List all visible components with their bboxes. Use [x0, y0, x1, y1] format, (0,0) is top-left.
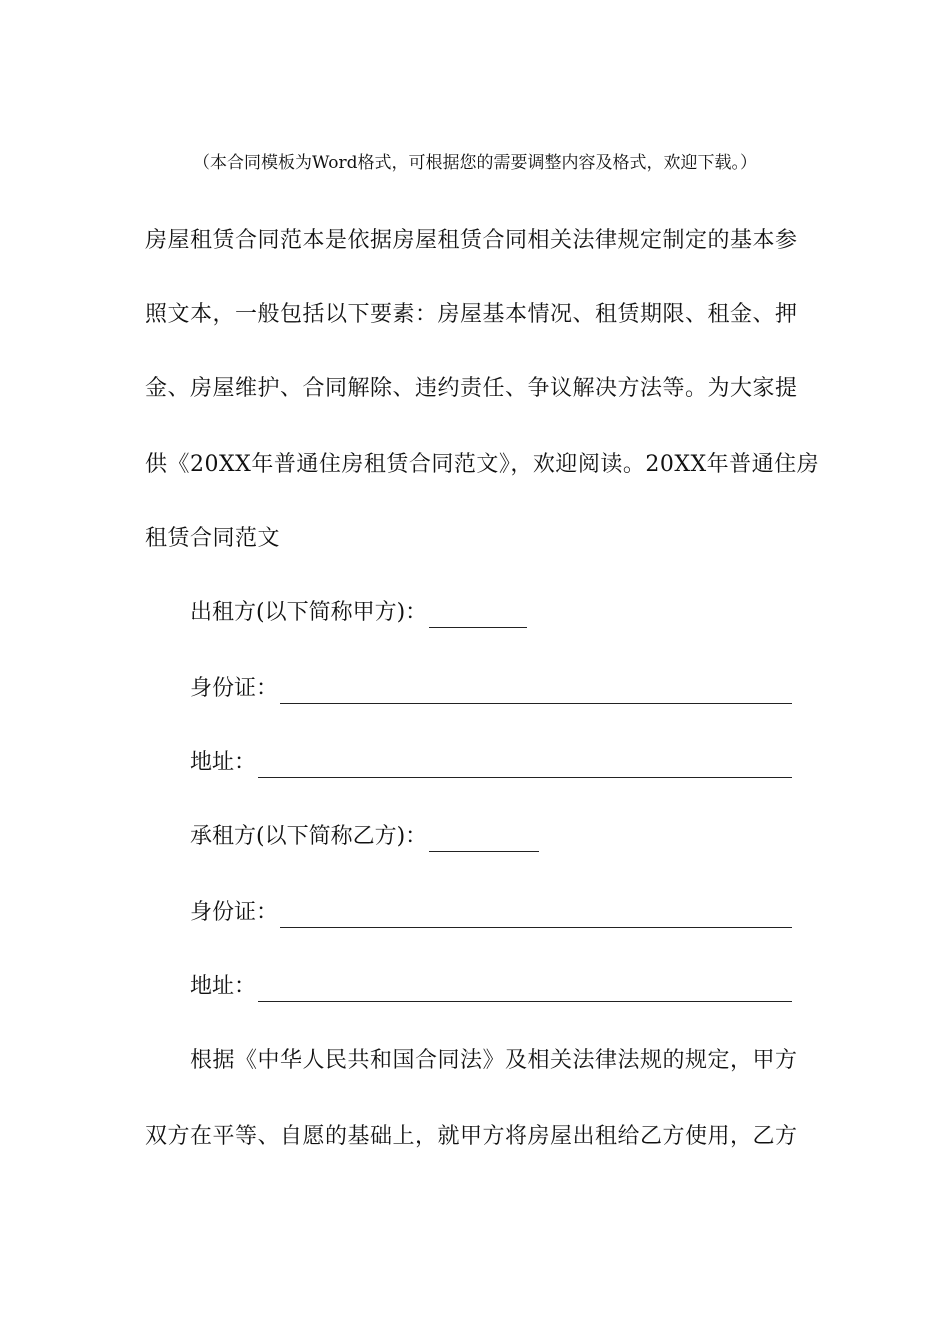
lessee-label: 承租方(以下简称乙方)：	[190, 824, 428, 849]
lessor-id-blank[interactable]	[280, 681, 792, 704]
intro-line-3: 金、房屋维护、合同解除、违约责任、争议解决方法等。为大家提	[145, 376, 798, 401]
lessor-address-field	[190, 748, 792, 778]
lessee-address-field	[190, 972, 792, 1002]
intro-line-4: 供《20XX年普通住房租赁合同范文》，欢迎阅读。20XX年普通住房	[145, 452, 820, 477]
lessor-address-label: 地址：	[190, 750, 257, 775]
lessee-id-field	[190, 898, 792, 928]
lessee-name-blank[interactable]	[429, 829, 539, 852]
lessee-address-label: 地址：	[190, 974, 257, 999]
lessor-id-label: 身份证：	[190, 676, 279, 701]
lessor-label: 出租方(以下简称甲方)：	[190, 600, 428, 625]
lessee-id-blank[interactable]	[280, 905, 792, 928]
intro-line-1: 房屋租赁合同范本是依据房屋租赁合同相关法律规定制定的基本参	[145, 228, 798, 253]
lessor-name-blank[interactable]	[429, 605, 527, 628]
intro-line-5: 租赁合同范文	[145, 526, 281, 551]
lessee-name-field	[190, 822, 539, 852]
clause-line-1: 根据《中华人民共和国合同法》及相关法律法规的规定，甲方	[190, 1048, 798, 1073]
lessor-address-blank[interactable]	[258, 755, 792, 778]
lessee-address-blank[interactable]	[258, 979, 792, 1002]
intro-line-2: 照文本，一般包括以下要素：房屋基本情况、租赁期限、租金、押	[145, 302, 798, 327]
template-note: （本合同模板为Word格式，可根据您的需要调整内容及格式，欢迎下载。）	[192, 153, 758, 173]
lessee-id-label: 身份证：	[190, 900, 279, 925]
lessor-name-field	[190, 598, 527, 628]
lessor-id-field	[190, 674, 792, 704]
clause-line-2: 双方在平等、自愿的基础上，就甲方将房屋出租给乙方使用，乙方	[145, 1124, 798, 1149]
